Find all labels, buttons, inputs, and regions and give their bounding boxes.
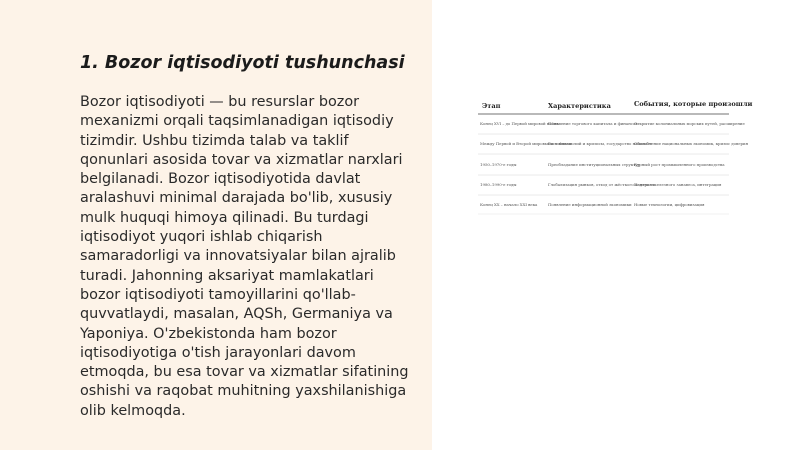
- table-cell: Новые технологии, цифровизация: [634, 202, 705, 207]
- table-cell: Рост монополий и кризисы, государство начинает: [548, 141, 653, 146]
- table-cell: Бурный рост промышленного производства: [634, 162, 725, 167]
- table-cell: Конец XVI – до Первой мировой войны: [480, 121, 560, 126]
- table-cell: Преобладание институциональных структур: [548, 162, 641, 167]
- table-header-events: События, которые произошли: [634, 100, 753, 108]
- table-header-stage: Этап: [482, 102, 501, 110]
- table-cell: Падение железного занавеса, интеграция: [634, 182, 722, 187]
- history-table: [476, 96, 753, 216]
- table-cell: Появление торгового капитала и финансов: [548, 121, 638, 126]
- table-cell: Конец XX – начало XXI века: [480, 202, 538, 207]
- table-cell: 1980–1990-е годы: [480, 182, 517, 187]
- slide-title: 1. Bozor iqtisodiyoti tushunchasi: [80, 53, 405, 73]
- table-row: [480, 202, 705, 207]
- table-cell: Появление информационной экономики: [548, 202, 632, 207]
- table-cell: Обособление национальных экономик, кризис доверия: [634, 141, 749, 146]
- table-cell: Между Первой и Второй мировыми войнами: [480, 141, 573, 146]
- history-table-image: [476, 96, 753, 216]
- table-header-characteristic: Характеристика: [548, 102, 611, 110]
- table-row: [480, 182, 722, 187]
- table-cell: 1950–1970-е годы: [480, 162, 517, 167]
- table-row: [480, 141, 749, 146]
- table-cell: Открытие колониальных морских путей, расширение: [634, 121, 745, 126]
- slide-body-text: Bozor iqtisodiyoti — bu resurslar bozor mexanizmi orqali taqsimlanadigan iqtisodiy tizimdir. Ushbu tizimda talab va taklif qonunlari asosida tovar va xizmatlar narxlari belgilanadi. Bozor iqtisodiyotida davlat aralashuvi minimal darajada bo'lib, xususiy mulk huquqi himoya qilinadi. Bu turdagi iqtisodiyot yuqori ishlab chiqarish samaradorligi va innovatsiyalar bilan ajralib turadi. Jahonning aksariyat mamlakatlari bozor iqtisodiyoti tamoyillarini qo'llab- quvvatlaydi, masalan, AQSh, Germaniya va Yaponiya. O'zbekistonda ham bozor iqtisodiyotiga o'tish jarayonlari davom etmoqda, bu esa tovar va xizmatlar sifatining oshishi va raqobat muhitning yaxshilanishiga olib kelmoqda.: [80, 94, 409, 419]
- table-row: [480, 121, 746, 126]
- table-cell: Глобализация рынков, отход от жёсткого контроля: [548, 182, 655, 187]
